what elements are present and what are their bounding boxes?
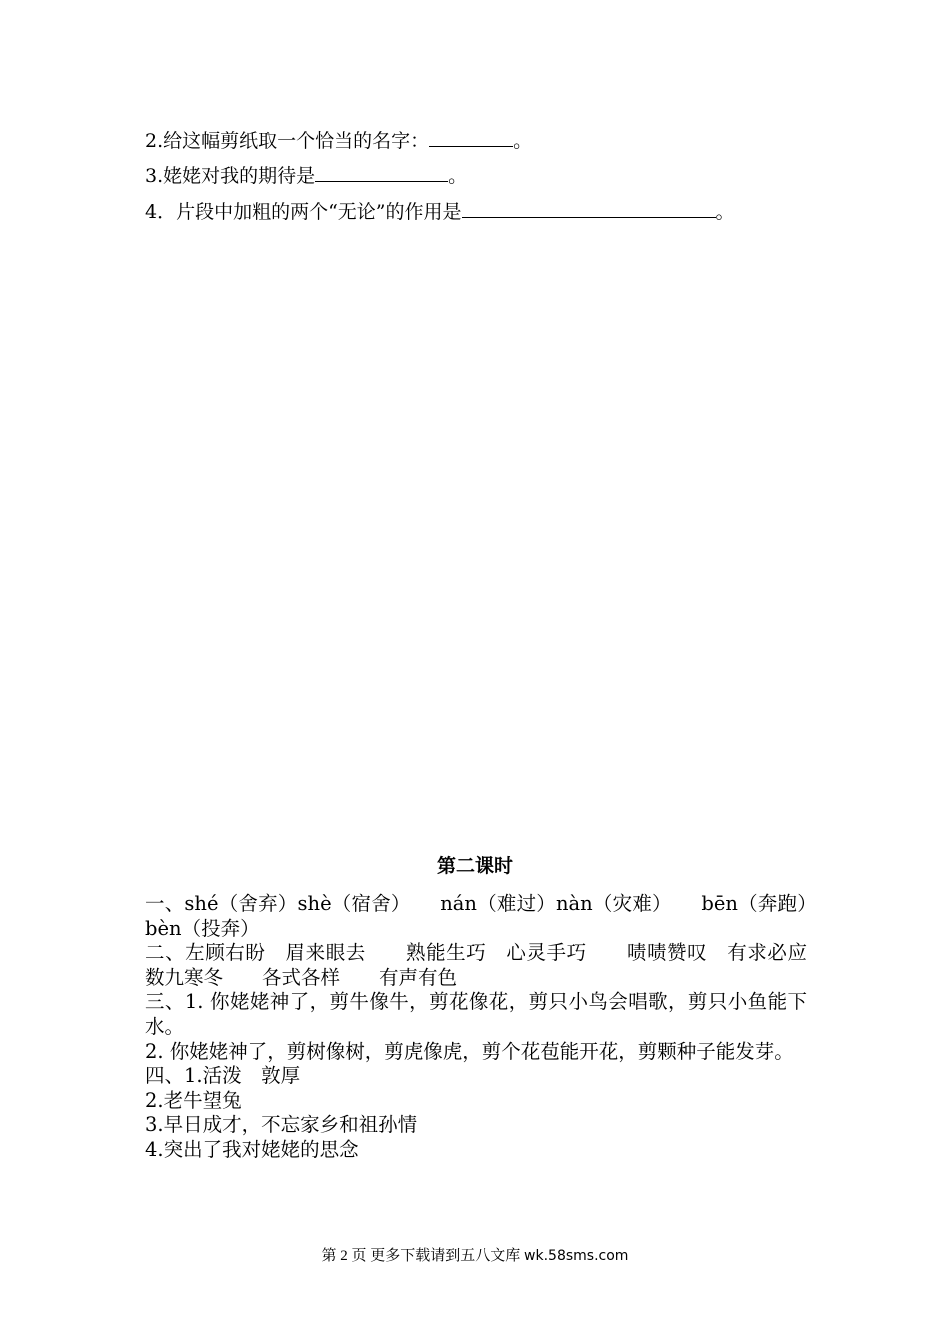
question-3-end: 。 (448, 165, 468, 187)
answer-part-4: 四、1.活泼 敦厚 (145, 1064, 301, 1088)
footer-site: wk.58sms.com (524, 1248, 629, 1264)
answer-part-4-item-3: 3.早日成才，不忘家乡和祖孙情 (145, 1113, 418, 1137)
answer-blank (429, 128, 513, 147)
question-2-end: 。 (513, 130, 533, 152)
answer-part-4-item-2: 2.老牛望兔 (145, 1088, 242, 1112)
answer-blank (462, 199, 716, 218)
question-3-text: 3.姥姥对我的期待是 (145, 165, 316, 187)
footer-text: 第 2 页 更多下载请到五八文库 (321, 1248, 525, 1264)
answer-part-3: 三、1. 你姥姥神了，剪牛像牛，剪花像花，剪只小鸟会唱歌，剪只小鱼能下水。 (145, 990, 807, 1038)
question-3 (145, 163, 467, 188)
answer-part-2: 二、左顾右盼 眉来眼去 熟能生巧 心灵手巧 啧啧赞叹 有求必应 数九寒冬 各式各样 有声有色 (145, 941, 847, 989)
section-title: 第二课时 (436, 855, 513, 877)
question-4-text: 4．片段中加粗的两个“无论”的作用是 (145, 201, 462, 223)
answer-part-4-item-4: 4.突出了我对姥姥的思念 (145, 1137, 359, 1161)
question-4-end: 。 (715, 201, 735, 223)
answer-part-3-item-2: 2. 你姥姥神了，剪树像树，剪虎像虎，剪个花苞能开花，剪颗种子能发芽。 (145, 1039, 794, 1063)
question-2-text: 2.给这幅剪纸取一个恰当的名字： (145, 130, 430, 152)
question-2 (145, 128, 532, 153)
answer-block (145, 892, 847, 1163)
answer-part-1: 一、shé（舍弃）shè（宿舍） nán（难过）nàn（灾难） bēn（奔跑）bèn（投奔） (145, 892, 807, 940)
question-4 (145, 199, 735, 224)
answer-blank (315, 163, 448, 182)
page-footer (0, 1244, 950, 1265)
